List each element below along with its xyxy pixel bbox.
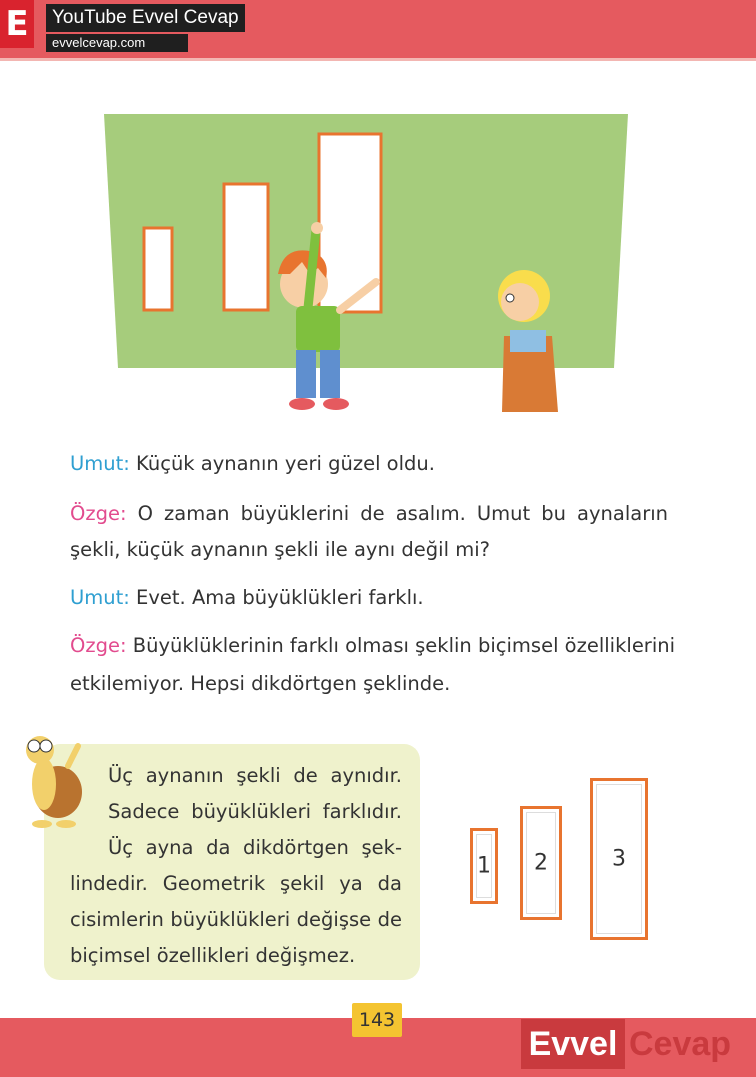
info-line: Üç ayna da dikdörtgen şek- [108,836,402,859]
mirror-1 [470,828,498,904]
dialogue-line [70,452,435,475]
dialogue-line [70,502,668,525]
footer-logo-evvel: Evvel [521,1019,625,1069]
illustration-mirrors-wall [104,112,628,422]
site-url[interactable]: evvelcevap.com [46,34,188,52]
mirror-2 [520,806,562,920]
speaker-umut: Umut: [70,586,130,609]
dialogue-text: Evet. Ama büyüklükleri farklı. [136,586,424,609]
info-line: lindedir. Geometrik şekil ya da [70,872,402,895]
site-title[interactable]: YouTube Evvel Cevap [46,4,245,32]
mirror-label: 3 [612,846,626,872]
mirror-label: 1 [477,853,491,879]
dialogue-line-continued: şekli, küçük aynanın şekli ile aynı değil mi? [70,538,490,561]
turtle-mascot-icon [22,732,88,830]
dialogue-text: Büyüklüklerinin farklı olması şeklin biçimsel özelliklerini [132,634,676,657]
top-bar-divider [0,58,756,61]
dialogue-line-continued: etkilemiyor. Hepsi dikdörtgen şeklinde. [70,672,451,695]
dialogue-line [70,634,676,657]
dialogue-text: O zaman büyüklerini de asalım. Umut bu aynaların [137,502,669,525]
speaker-ozge: Özge: [70,502,127,525]
info-line: Üç aynanın şekli de aynıdır. [108,764,402,787]
medium-mirror [224,184,268,310]
footer-logo-cevap: Cevap [629,1025,732,1063]
small-mirror [144,228,172,310]
logo-letter[interactable]: E [0,0,34,48]
mirror-3 [590,778,648,940]
dialogue-line [70,586,424,609]
info-line: biçimsel özellikleri değişmez. [70,944,356,967]
info-line: cisimlerin büyüklükleri değişse de [70,908,402,931]
speaker-ozge: Özge: [70,634,127,657]
dialogue-text: Küçük aynanın yeri güzel oldu. [136,452,435,475]
speaker-umut: Umut: [70,452,130,475]
mirror-label: 2 [534,850,548,876]
footer-logo[interactable] [521,1019,739,1069]
ozge-figure [498,270,558,412]
info-line: Sadece büyüklükleri farklıdır. [108,800,402,823]
page-number: 143 [352,1003,402,1037]
